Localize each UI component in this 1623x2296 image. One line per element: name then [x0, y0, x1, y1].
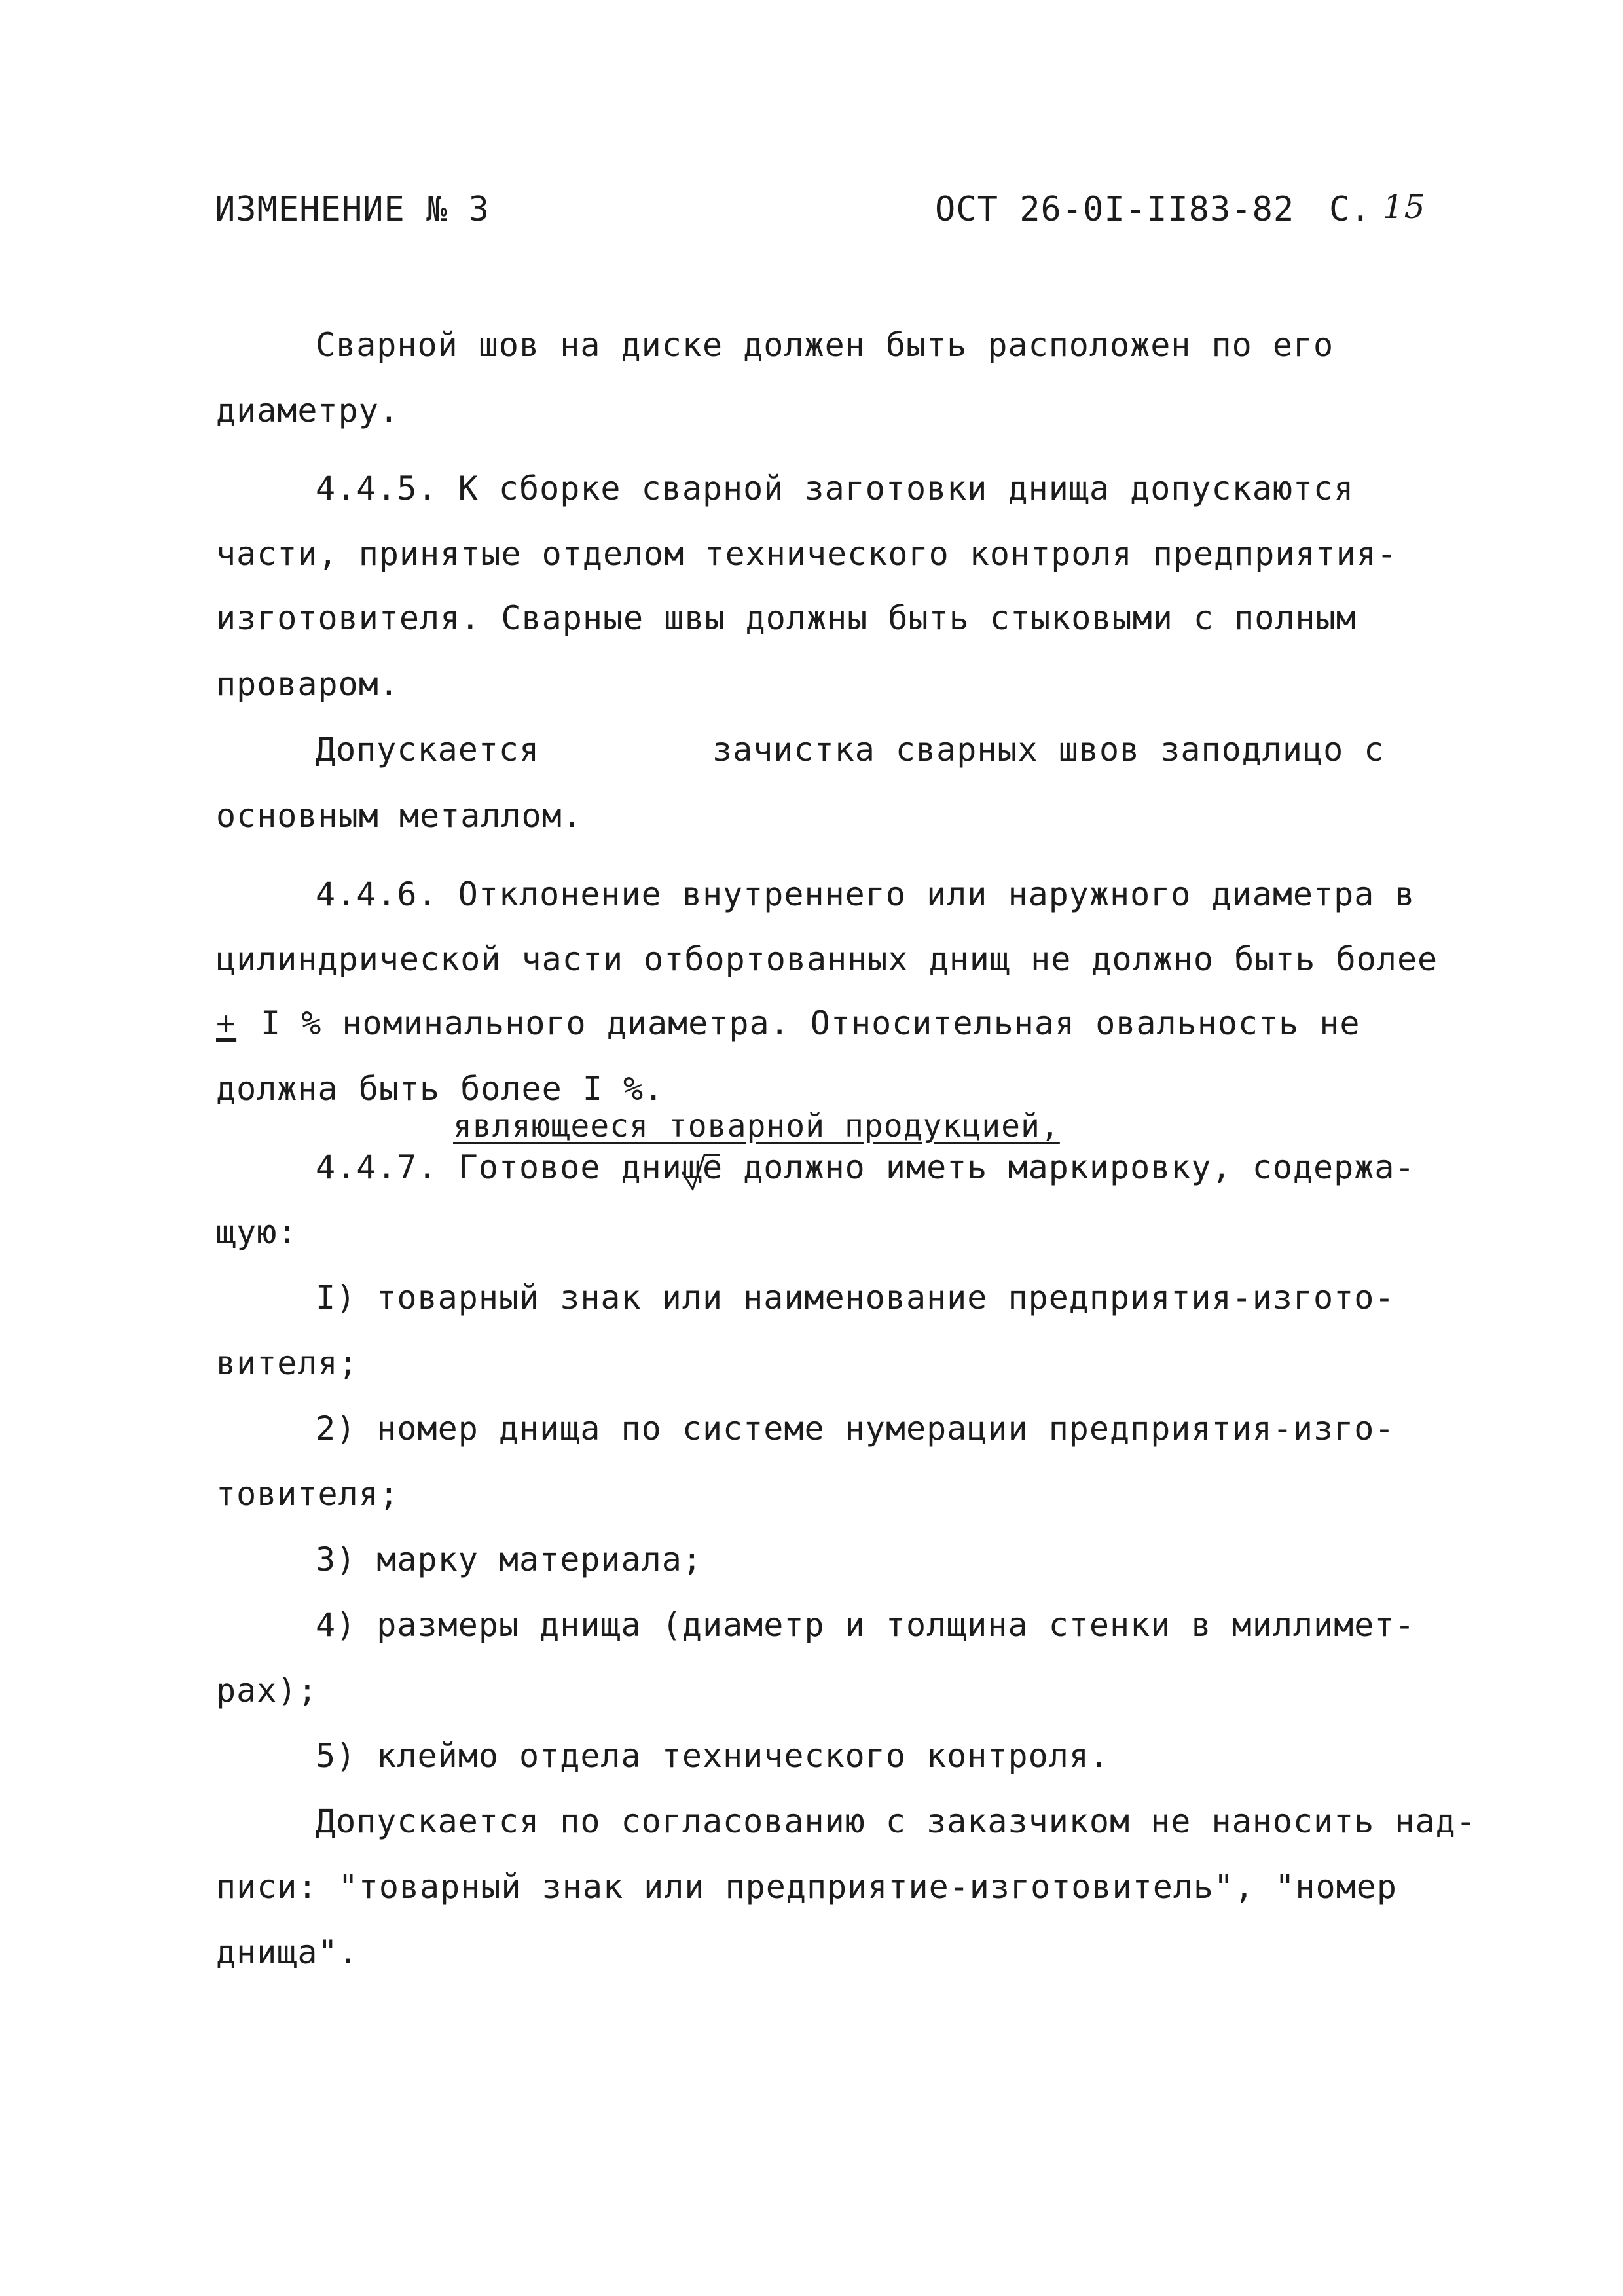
paragraph-line: должна быть более I %. — [216, 1070, 665, 1108]
paragraph-line: 4.4.5. К сборке сварной заготовки днища допускаются — [316, 469, 1355, 507]
paragraph-line: 4.4.7. Готовое днище должно иметь маркировку, содержа- — [316, 1148, 1415, 1186]
list-item: I) товарный знак или наименование предприятия-изгото- — [316, 1279, 1395, 1317]
paragraph-line: Сварной шов на диске должен быть расположен по его — [316, 326, 1334, 364]
paragraph-line: щую: — [216, 1213, 298, 1251]
paragraph-line: части, принятые отделом технического контроля предприятия- — [216, 535, 1397, 573]
text-insertion: являющееся товарной продукцией, — [453, 1108, 1060, 1144]
page-number: 15 — [1383, 188, 1426, 226]
paragraph-line: Допускается — [316, 731, 540, 769]
list-item-continuation: вителя; — [216, 1344, 359, 1382]
list-item-continuation: товителя; — [216, 1475, 399, 1513]
paragraph-line: зачистка сварных швов заподлицо с — [712, 731, 1385, 769]
paragraph-line: проваром. — [216, 665, 399, 703]
list-item: 4) размеры днища (диаметр и толщина стенки в миллимет- — [316, 1606, 1415, 1644]
list-item: 3) марку материала; — [316, 1540, 702, 1578]
page-prefix: С. — [1329, 190, 1372, 229]
paragraph-line: днища". — [216, 1933, 359, 1971]
paragraph-line: 4.4.6. Отклонение внутреннего или наружного диаметра в — [316, 875, 1415, 913]
change-label: ИЗМЕНЕНИЕ № 3 — [215, 190, 490, 229]
paragraph-line: Допускается по согласованию с заказчиком не наносить над- — [316, 1802, 1476, 1840]
list-item: 5) клеймо отдела технического контроля. — [316, 1737, 1110, 1775]
standard-number: ОСТ 26-0I-II83-82 — [935, 190, 1295, 229]
paragraph-line: писи: "товарный знак или предприятие-изготовитель", "номер — [216, 1868, 1397, 1906]
paragraph-line: основным металлом. — [216, 797, 583, 835]
paragraph-line: изготовителя. Сварные швы должны быть стыковыми с полным — [216, 599, 1357, 637]
paragraph-line: цилиндрической части отбортованных днищ не должно быть более — [216, 940, 1438, 978]
paragraph-line: I % номинального диаметра. Относительная овальность не — [261, 1004, 1360, 1042]
list-item: 2) номер днища по системе нумерации предприятия-изго- — [316, 1410, 1395, 1448]
paragraph-line: диаметру. — [216, 392, 399, 429]
plus-minus-sign: + — [216, 1004, 237, 1042]
list-item-continuation: рах); — [216, 1671, 318, 1709]
